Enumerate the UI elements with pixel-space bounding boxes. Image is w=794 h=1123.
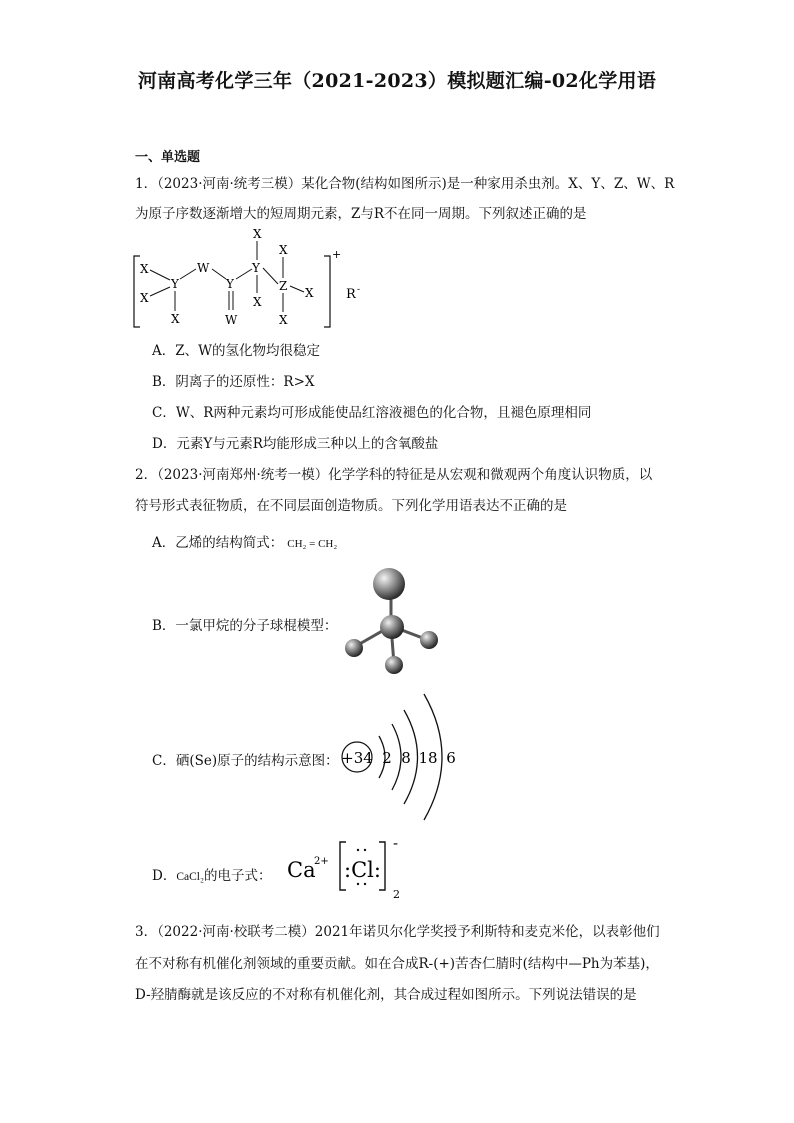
atom-x: X (171, 312, 180, 326)
shell-electron-count: 6 (446, 749, 456, 767)
option-d-suffix: 的电子式： (203, 868, 272, 884)
cation-charge: + (332, 248, 342, 261)
option-d-prefix: D． (152, 868, 177, 884)
calcium-chloride-formula: CaCl₂ (176, 871, 204, 883)
q1-option-c: C．W、R两种元素均可形成能使品红溶液褪色的化合物，且褪色原理相同 (152, 405, 592, 421)
q2-option-b-label: B．一氯甲烷的分子球棍模型： (152, 618, 338, 634)
chlorine-atom (373, 568, 405, 600)
q2-option-c-label: C．硒(Se)原子的结构示意图： (152, 753, 339, 769)
anion-charge: - (357, 285, 361, 295)
atom-x: X (140, 291, 149, 305)
nucleus-charge: +34 (341, 749, 373, 767)
atom-x: X (253, 227, 262, 241)
question-2-line-1: 2．（2023·河南郑州·统考一模）化学学科的特征是从宏观和微观两个角度认识物质，以 (135, 467, 653, 483)
chloride-charge: - (393, 836, 399, 852)
q2-option-a-label (152, 531, 337, 551)
q1-option-a: A．Z、W的氢化物均很稳定 (152, 343, 321, 359)
calcium-chloride-electron-formula (283, 836, 413, 902)
shell-electron-count: 8 (401, 749, 411, 767)
q1-structure-diagram (128, 226, 368, 332)
q1-option-d: D．元素Y与元素R均能形成三种以上的含氧酸盐 (152, 436, 439, 452)
selenium-atom-structure-diagram (336, 690, 466, 824)
option-a-text: A．乙烯的结构简式： (152, 535, 284, 551)
atom-z: Z (279, 279, 288, 293)
right-bracket (324, 256, 330, 327)
atom-x: X (279, 313, 288, 327)
chloromethane-ball-stick-model (340, 566, 446, 678)
atom-y: Y (252, 261, 260, 275)
hydrogen-atom (385, 656, 403, 674)
atom-x: X (140, 262, 149, 276)
atom-x: X (253, 295, 262, 309)
question-3-line-2: 在不对称有机催化剂领域的重要贡献。如在合成R-(+)苦杏仁腈时(结构中—Ph为苯基)， (135, 956, 659, 972)
hydrogen-atom (345, 639, 363, 657)
atom-w: W (225, 313, 238, 327)
carbon-atom (380, 615, 404, 639)
question-1-line-2: 为原子序数逐渐增大的短周期元素，Z与R不在同一周期。下列叙述正确的是 (135, 206, 587, 222)
atom-y: Y (226, 277, 234, 291)
page-title: 河南高考化学三年（2021-2023）模拟题汇编-02化学用语 (137, 70, 657, 92)
question-3-line-3: D-羟腈酶就是该反应的不对称有机催化剂，其合成过程如图所示。下列说法错误的是 (135, 987, 637, 1003)
hydrogen-atom (420, 631, 438, 649)
atom-w: W (197, 261, 210, 275)
shell-electron-count: 18 (418, 749, 438, 767)
q1-option-b: B．阴离子的还原性：R>X (152, 374, 315, 390)
question-2-line-2: 符号形式表征物质，在不同层面创造物质。下列化学用语表达不正确的是 (135, 498, 567, 514)
atom-x: X (305, 286, 314, 300)
calcium-charge: 2+ (314, 856, 329, 867)
chloride-symbol: :Cl: (344, 858, 381, 882)
calcium-symbol: Ca (287, 858, 316, 882)
atom-x: X (279, 243, 288, 257)
chloride-count-subscript: 2 (393, 888, 400, 901)
question-1-line-1: 1．（2023·河南·统考三模）某化合物(结构如图所示)是一种家用杀虫剂。X、Y、Z、W、R (135, 176, 675, 192)
section-heading: 一、单选题 (135, 150, 201, 165)
question-3-line-1: 3．（2022·河南·校联考二模）2021年诺贝尔化学奖授予利斯特和麦克米伦，以表彰他们 (135, 924, 660, 940)
ethylene-formula: CH₂ = CH₂ (287, 538, 338, 550)
shell-electron-count: 2 (382, 749, 392, 767)
electron-shell-arc (392, 724, 401, 790)
anion-r: R (346, 287, 356, 302)
q2-option-d-label (152, 864, 271, 884)
atom-y: Y (171, 277, 179, 291)
